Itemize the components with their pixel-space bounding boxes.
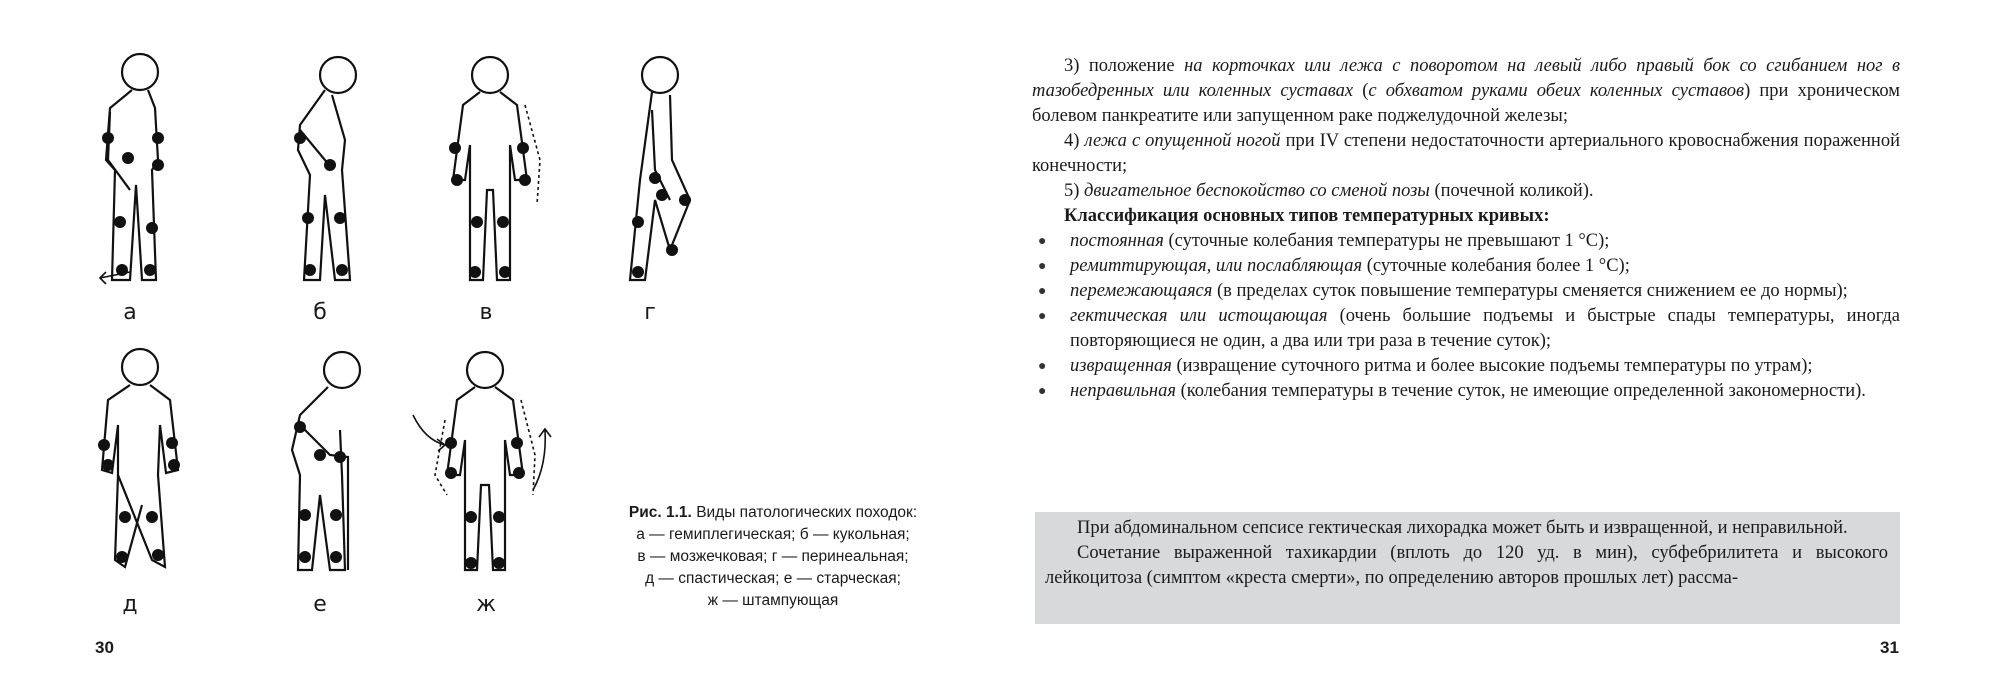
figure-caption xyxy=(618,502,928,612)
caption-title: Рис. 1.1. xyxy=(628,504,692,521)
box-paragraph-2: Сочетание выраженной тахикардии (вплоть до 120 уд. в мин), субфебрилитета и высокого лейкоцитоза (симптом «креста смерти», по определению авторов прошлых лет) рассма- xyxy=(1045,543,1888,588)
caption-lead: Виды патологических походок: xyxy=(696,504,918,521)
figure-letter-d: д xyxy=(122,592,138,617)
box-paragraph-1: При абдоминальном сепсисе гектическая лихорадка может быть и извращенной, и неправильной. xyxy=(1077,518,1848,538)
highlight-box-text xyxy=(1045,516,1888,591)
paragraph-4: 4) лежа с опущенной ногой при IV степени недостаточности артериального кровоснабжения пораженной конечности; xyxy=(1032,131,1900,176)
figure-gait-b xyxy=(270,50,380,290)
caption-line: а — гемиплегическая; б — кукольная; xyxy=(636,526,910,543)
figure-gait-zh xyxy=(405,345,565,585)
list-item: ● неправильная (колебания температуры в течение суток, не имеющие определенной закономерности). xyxy=(1032,379,1900,404)
figure-gait-d xyxy=(80,345,190,585)
figure-letter-b: б xyxy=(313,300,327,325)
figure-gait-g xyxy=(610,50,720,290)
caption-line: ж — штампующая xyxy=(707,592,839,609)
temperature-curve-list xyxy=(1032,229,1900,404)
paragraph-3: 3) положение на корточках или лежа с поворотом на левый либо правый бок со сгибанием ног в тазобедренных или коленных суставах (с обхватом руками обеих коленных суставов) при хроническом болевом панкреатите или запущенном раке поджелудочной железы; xyxy=(1032,56,1900,126)
figure-gait-e xyxy=(270,345,380,585)
main-text xyxy=(1032,54,1900,404)
figure-letter-g: г xyxy=(644,300,656,325)
list-item: ● ремиттирующая, или послабляющая (суточные колебания более 1 °С); xyxy=(1032,254,1900,279)
figure-letter-e: е xyxy=(313,592,327,617)
classification-heading: Классификация основных типов температурных кривых: xyxy=(1064,206,1550,226)
figure-gait-a xyxy=(70,50,180,290)
caption-line: д — спастическая; е — старческая; xyxy=(645,570,901,587)
figure-letter-v: в xyxy=(479,300,493,325)
paragraph-5: 5) двигательное беспокойство со сменой позы (почечной коликой). xyxy=(1064,181,1594,201)
list-item: ● постоянная (суточные колебания температуры не превышают 1 °С); xyxy=(1032,229,1900,254)
list-item: ● извращенная (извращение суточного ритма и более высокие подъемы температуры по утрам); xyxy=(1032,354,1900,379)
figure-letter-a: а xyxy=(123,300,137,325)
list-item: ● гектическая или истощающая (очень большие подъемы и быстрые спады температуры, иногда повторяющиеся не один, а два или три раза в течение суток); xyxy=(1032,304,1900,354)
list-item: ● перемежающаяся (в пределах суток повышение температуры сменяется снижением ее до нормы); xyxy=(1032,279,1900,304)
page-number-right: 31 xyxy=(1880,638,1899,657)
caption-line: в — мозжечковая; г — перинеальная; xyxy=(637,548,909,565)
page-number-left: 30 xyxy=(95,638,114,657)
figure-letter-zh: ж xyxy=(476,592,496,617)
figure-gait-v xyxy=(425,50,555,290)
